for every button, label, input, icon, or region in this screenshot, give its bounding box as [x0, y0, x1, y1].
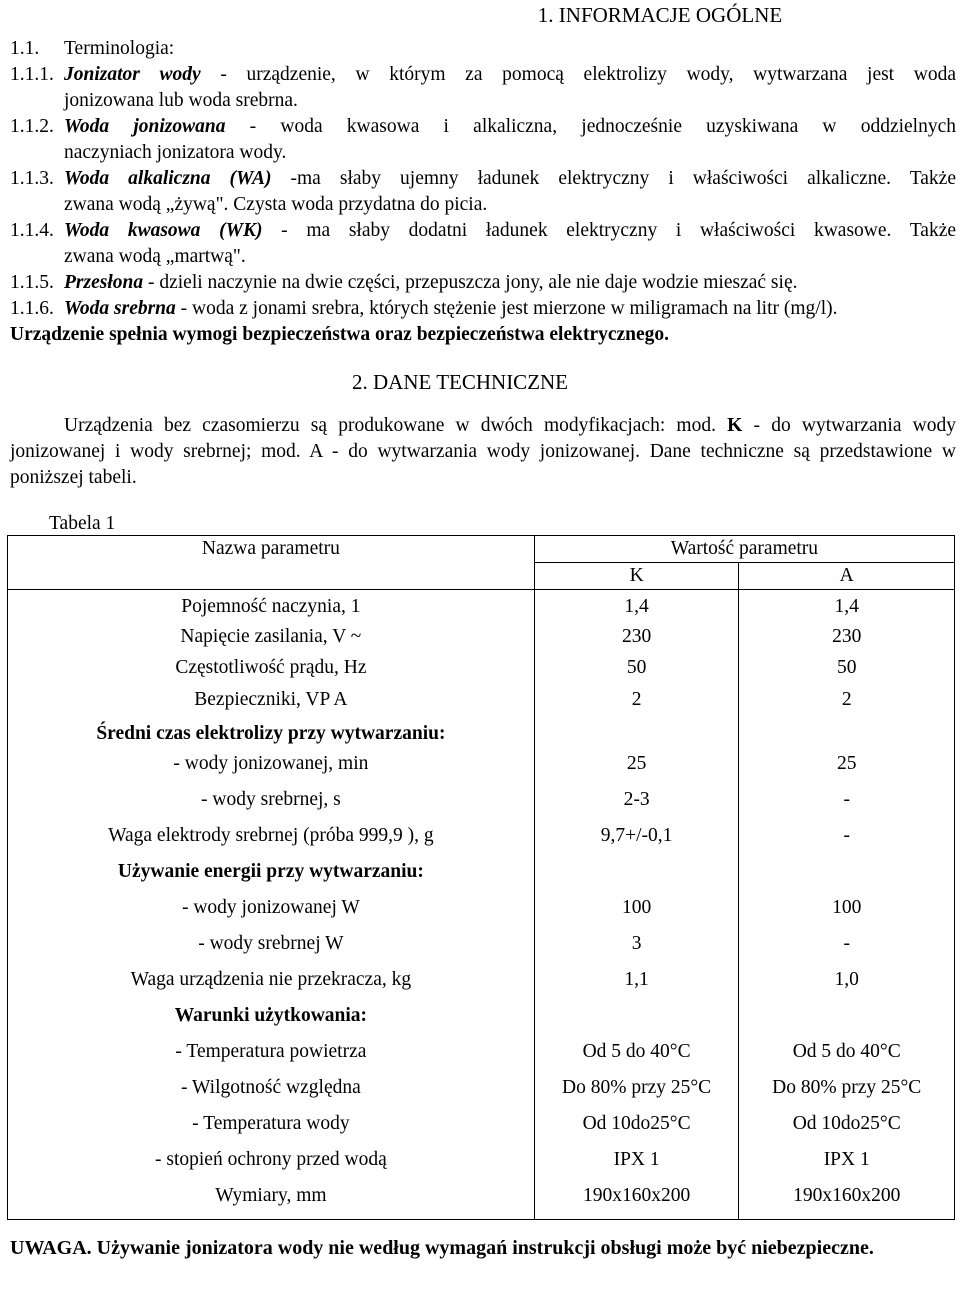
warning-note: UWAGA. Używanie jonizatora wody nie według wymagań instrukcji obsługi może być niebezpieczne. [10, 1237, 874, 1259]
table-cell: 1,4 [834, 596, 859, 617]
technical-data-table [7, 535, 955, 1220]
table-cell: 2 [841, 689, 852, 710]
header-param: Nazwa parametru [8, 536, 535, 590]
table-cell: 1,4 [624, 596, 649, 617]
term-1-1-5: 1.1.5. Przesłona - dzieli naczynie na dwie części, przepuszcza jony, ale nie daje wodzie mieszać się. [10, 272, 798, 293]
table-cell: Waga elektrody srebrnej (próba 999,9 ), g [108, 825, 434, 846]
table-cell: 190x160x200 [582, 1185, 691, 1206]
table-cell: - Wilgotność względna [181, 1077, 361, 1098]
table-cell: Od 5 do 40°C [582, 1041, 691, 1062]
table-cell: 2 [631, 689, 642, 710]
table-cell: 50 [836, 657, 857, 678]
table-cell: - Temperatura wody [192, 1113, 350, 1134]
table-caption: Tabela 1 [49, 513, 116, 534]
section-1-title: 1. INFORMACJE OGÓLNE [537, 3, 783, 27]
subsection-title: Terminologia: [64, 38, 175, 59]
table-cell [535, 859, 739, 895]
mod-a-label: A [309, 441, 323, 462]
table-cell: Pojemność naczynia, 1 [181, 596, 361, 617]
table-cell: 25 [626, 753, 647, 774]
table-cell: - stopień ochrony przed wodą [155, 1149, 387, 1170]
table-cell: Od 10do25°C [582, 1113, 691, 1134]
table-cell: Warunki użytkowania: [174, 1005, 368, 1026]
term-name: Woda srebrna [64, 298, 176, 319]
table-cell: 1,1 [624, 969, 649, 990]
table-cell: Waga urządzenia nie przekracza, kg [130, 969, 412, 990]
table-cell: - Temperatura powietrza [175, 1041, 367, 1062]
table-cell: - [843, 825, 850, 846]
k-column [534, 590, 739, 1220]
table-cell: Wymiary, mm [215, 1185, 327, 1206]
term-1-1-3: 1.1.3. Woda alkaliczna (WA) -ma słaby ujemny ładunek elektryczny i właściwości alkaliczne. Także [10, 168, 956, 189]
header-value: Wartość parametru [534, 536, 954, 563]
term-1-1-2: 1.1.2. Woda jonizowana - woda kwasowa i alkaliczna, jednocześnie uzyskiwana w oddzielnych [10, 116, 956, 137]
table-cell: 9,7+/-0,1 [600, 825, 673, 846]
term-1-1-6: 1.1.6. Woda srebrna - woda z jonami srebra, których stężenie jest mierzone w miligramach na litr (mg/l). [10, 298, 838, 319]
table-cell [739, 859, 954, 895]
term-name: Woda kwasowa (WK) [64, 220, 263, 241]
table-cell: - [843, 789, 850, 810]
header-k: K [534, 563, 739, 590]
table-cell: - wody jonizowanej W [181, 897, 360, 918]
term-1-1-1: 1.1.1. Jonizator wody - urządzenie, w którym za pomocą elektrolizy wody, wytwarzana jest woda [10, 64, 956, 85]
safety-statement: Urządzenie spełnia wymogi bezpieczeństwa oraz bezpieczeństwa elektrycznego. [10, 324, 670, 345]
table-cell: 25 [836, 753, 857, 774]
term-1-1-4: 1.1.4. Woda kwasowa (WK) - ma słaby dodatni ładunek elektryczny i właściwości kwasowe. Także [10, 220, 957, 241]
table-cell: Używanie energii przy wytwarzaniu: [117, 861, 424, 882]
table-body-row [8, 590, 955, 1220]
table-cell: 2-3 [623, 789, 650, 810]
table-cell: - [843, 933, 850, 954]
table-cell: Częstotliwość prądu, Hz [175, 657, 367, 678]
table-cell [535, 1003, 739, 1039]
table-cell: 3 [631, 933, 642, 954]
table-cell: - wody srebrnej, s [201, 789, 341, 810]
table-cell: IPX 1 [823, 1149, 870, 1170]
term-1-1-4-cont: zwana wodą „martwą". [64, 246, 246, 267]
table-cell: Napięcie zasilania, V ~ [180, 626, 362, 647]
term-name: Woda alkaliczna (WA) [64, 168, 272, 189]
subsection-number: 1.1. [10, 38, 40, 59]
term-name: Przesłona [64, 272, 144, 293]
header-a: A [739, 563, 955, 590]
table-cell: Od 5 do 40°C [792, 1041, 901, 1062]
table-cell: Do 80% przy 25°C [562, 1077, 712, 1098]
table-cell: Bezpieczniki, VP A [194, 689, 348, 710]
table-cell: 100 [832, 897, 862, 918]
table-cell: Do 80% przy 25°C [772, 1077, 922, 1098]
term-1-1-1-cont: jonizowana lub woda srebrna. [64, 90, 298, 111]
table-cell [739, 721, 954, 751]
table-cell: 50 [626, 657, 647, 678]
term-name: Jonizator wody [64, 64, 201, 85]
table-cell: 230 [832, 626, 862, 647]
table-cell [739, 1003, 954, 1039]
param-column [8, 590, 535, 1220]
table-cell: - wody srebrnej W [198, 933, 344, 954]
a-column [739, 590, 955, 1220]
table-cell: 230 [621, 626, 652, 647]
table-header-row [8, 536, 955, 563]
table-cell: Od 10do25°C [792, 1113, 901, 1134]
table-cell: IPX 1 [613, 1149, 660, 1170]
section-2-title: 2. DANE TECHNICZNE [352, 370, 569, 394]
term-1-1-2-cont: naczyniach jonizatora wody. [64, 142, 287, 163]
subsection-1-1 [10, 36, 174, 62]
table-cell: Średni czas elektrolizy przy wytwarzaniu: [96, 723, 446, 744]
mod-k-label: K [727, 415, 743, 436]
table-cell: 190x160x200 [793, 1185, 901, 1206]
technical-intro-paragraph: Urządzenia bez czasomierzu są produkowane w dwóch modyfikacjach: mod. K - do wytwarzania wody jonizowanej i wody srebrnej; mod. A - do wytwarzania wody jonizowanej. Dane techniczne są przedstawione w poniższej tabeli. [10, 415, 957, 488]
table-cell: 1,0 [834, 969, 859, 990]
table-cell [535, 721, 739, 751]
table-cell: 100 [621, 897, 652, 918]
term-name: Woda jonizowana [64, 116, 226, 137]
term-1-1-3-cont: zwana wodą „żywą". Czysta woda przydatna do picia. [64, 194, 488, 215]
table-cell: - wody jonizowanej, min [173, 753, 369, 774]
